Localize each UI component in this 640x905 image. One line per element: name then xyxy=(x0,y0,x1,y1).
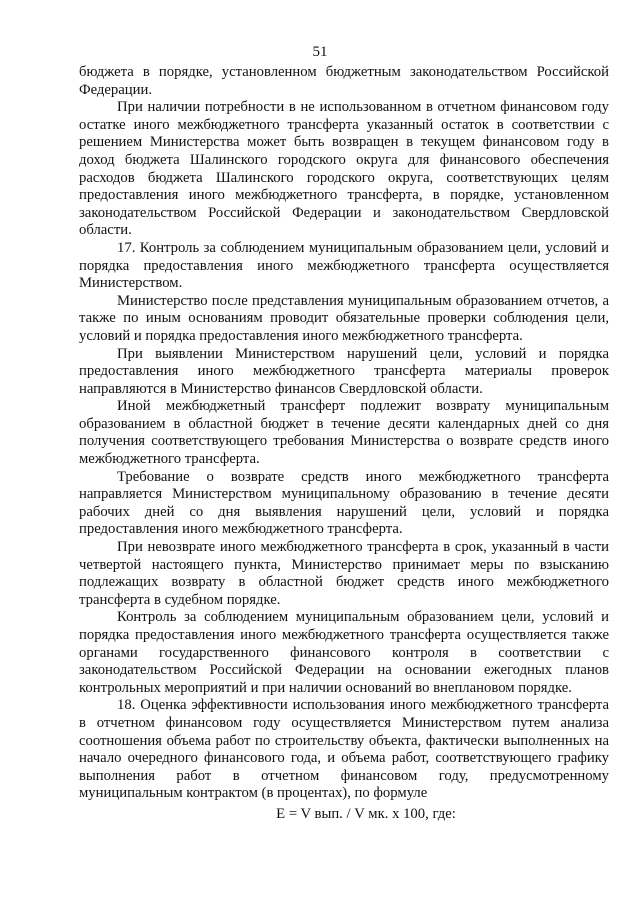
paragraph: Иной межбюджетный трансферт подлежит возврату муниципальным образованием в областной бюджет в течение десяти календарных дней со дня получения соответствующего требования Министерства о возврате средств иного межбюджетного трансферта. xyxy=(79,398,609,468)
paragraph-item-18: 18. Оценка эффективности использования иного межбюджетного трансферта в отчетном финансовом году осуществляется Министерством путем анализа соотношения объема работ по строительству объекта, фактически выполненных на начало очередного финансового года, и объема работ, соответствующего графику выполнения работ в отчетном финансовом году, предусмотренному муниципальным контрактом (в процентах), по формуле xyxy=(79,697,609,802)
page-number: 51 xyxy=(312,44,328,60)
paragraph: При наличии потребности в не использованном в отчетном финансовом году остатке иного межбюджетного трансферта указанный остаток в соответствии с решением Министерства может быть возвращен в текущем финансовом году в доход бюджета Шалинского городского округа для финансового обеспечения расходов бюджета Шалинского городского округа, соответствующих целям предоставления иного межбюджетного трансферта, в порядке, установленном законодательством Российской Федерации и законодательством Свердловской области. xyxy=(79,99,609,239)
paragraph-continuation: бюджета в порядке, установленном бюджетным законодательством Российской Федерации. xyxy=(79,64,609,98)
paragraph: При невозврате иного межбюджетного трансферта в срок, указанный в части четвертой настоящего пункта, Министерство принимает меры по взысканию подлежащих возврату в областной бюджет средств иного межбюджетного трансферта в судебном порядке. xyxy=(79,539,609,608)
paragraph: При выявлении Министерством нарушений цели, условий и порядка предоставления иного межбюджетного трансферта материалы проверок направляются в Министерство финансов Свердловской области. xyxy=(79,345,609,397)
paragraph: Требование о возврате средств иного межбюджетного трансферта направляется Министерством муниципальному образованию в течение десяти рабочих дней со дня выявления нарушений цели, условий и порядка предоставления иного межбюджетного трансферта. xyxy=(79,468,609,538)
document-body xyxy=(79,64,609,803)
paragraph: Контроль за соблюдением муниципальным образованием цели, условий и порядка предоставления иного межбюджетного трансферта осуществляется также органами государственного финансового контроля в соответствии с законодательством Российской Федерации на основании ежегодных планов контрольных мероприятий и при наличии оснований во внеплановом порядке. xyxy=(79,609,609,696)
paragraph: Министерство после представления муниципальным образованием отчетов, а также по иным основаниям проводит обязательные проверки соблюдения цели, условий и порядка предоставления иного межбюджетного трансферта. xyxy=(79,292,609,344)
paragraph-item-17: 17. Контроль за соблюдением муниципальным образованием цели, условий и порядка предоставления иного межбюджетного трансферта осуществляется Министерством. xyxy=(79,239,609,292)
formula: E = V вып. / V мк. х 100, где: xyxy=(276,806,456,822)
